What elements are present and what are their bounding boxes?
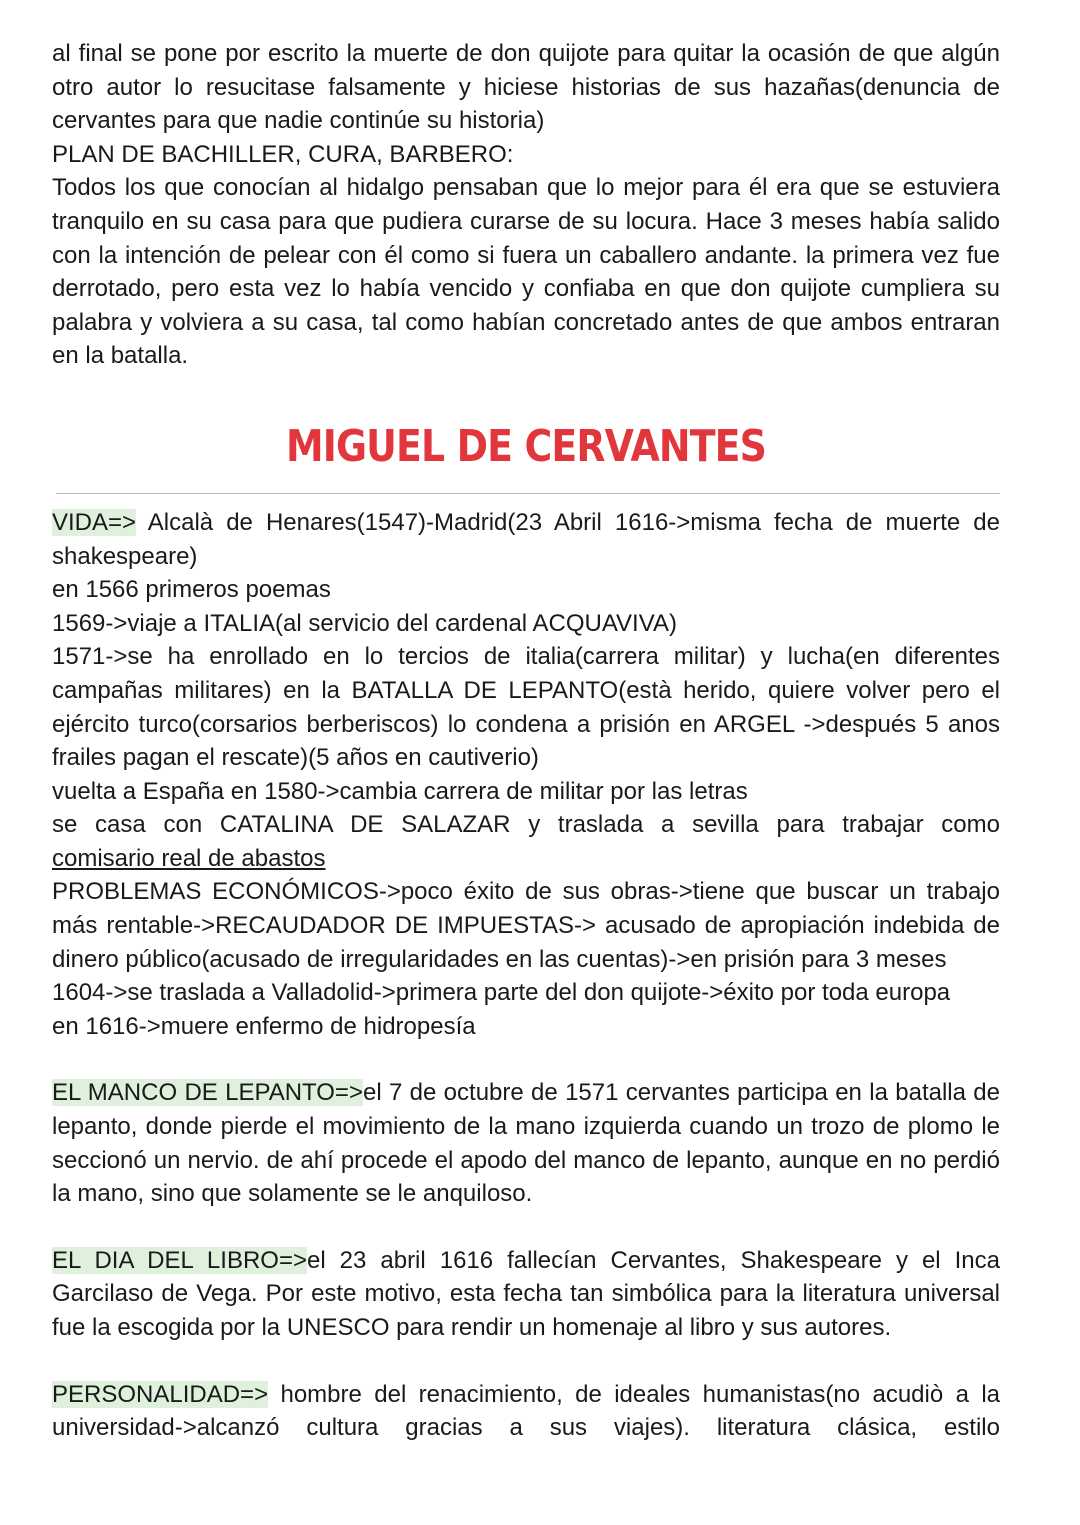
personalidad-label: PERSONALIDAD=> (52, 1380, 269, 1408)
dia-paragraph (52, 1244, 1000, 1345)
comisario-underlined: comisario real de abastos (52, 844, 326, 872)
title-divider (56, 493, 1000, 494)
page-title: MIGUEL DE CERVANTES (285, 420, 767, 472)
vida-label: VIDA=> (52, 508, 137, 536)
plan-heading: PLAN DE BACHILLER, CURA, BARBERO: (52, 140, 514, 168)
vida-line-6b (52, 842, 1000, 876)
vida-line-6: se casa con CATALINA DE SALAZAR y traslada a sevilla para trabajar como (52, 811, 1000, 839)
intro-paragraph: al final se pone por escrito la muerte de don quijote para quitar la ocasión de que algún otro autor lo resucitase falsamente y hiciese historias de sus hazañas(denuncia de cervantes para que nadie continúe su historia) (52, 40, 1000, 135)
manco-text: el 7 de octubre de 1571 cervantes participa en la batalla de lepanto, donde pierde el movimiento de la mano izquierda cuando un trozo de plomo le seccionó un nervio. de ahí procede el apodo del manco de lepanto, aunque en no perdió la mano, sino que solamente se le anquiloso. (52, 1079, 1000, 1208)
document-page (52, 37, 1000, 1445)
manco-label: EL MANCO DE LEPANTO=> (52, 1079, 363, 1107)
personalidad-text: hombre del renacimiento, de ideales humanistas(no acudiò a la universidad->alcanzó cultura gracias a sus viajes). literatura clásica, estilo (52, 1380, 1000, 1442)
vida-line-2: en 1566 primeros poemas (52, 576, 331, 604)
manco-paragraph (52, 1076, 1000, 1210)
vida-line-3: 1569->viaje a ITALIA(al servicio del cardenal ACQUAVIVA) (52, 609, 677, 637)
vida-line-5: vuelta a España en 1580->cambia carrera de militar por las letras (52, 777, 748, 805)
plan-paragraph: Todos los que conocían al hidalgo pensaban que lo mejor para él era que se estuviera tranquilo en su casa para que pudiera curarse de su locura. Hace 3 meses había salido con la intención de pelear con él como si fuera un caballero andante. la primera vez fue derrotado, pero esta vez lo había vencido y confiaba en que don quijote cumpliera su palabra y volviera a su casa, tal como habían concretado antes de que ambos entraran en la batalla. (52, 174, 1000, 370)
vida-line-8: 1604->se traslada a Valladolid->primera parte del don quijote->éxito por toda europa (52, 979, 951, 1007)
dia-label: EL DIA DEL LIBRO=> (52, 1246, 307, 1274)
vida-line-4: 1571->se ha enrollado en lo tercios de italia(carrera militar) y lucha(en diferentes campañas militares) en la BATALLA DE LEPANTO(està herido, quiere volver pero el ejército turco(corsarios berberiscos) lo condena a prisión en ARGEL ->después 5 anos frailes pagan el rescate)(5 años en cautiverio) (52, 643, 1000, 772)
dia-text: el 23 abril 1616 fallecían Cervantes, Shakespeare y el Inca Garcilaso de Vega. Por este motivo, esta fecha tan simbólica para la literatura universal fue la escogida por la UNESCO para rendir un homenaje al libro y sus autores. (52, 1246, 1000, 1341)
personalidad-paragraph (52, 1378, 1000, 1445)
vida-line-7: PROBLEMAS ECONÓMICOS->poco éxito de sus obras->tiene que buscar un trabajo más rentable->RECAUDADOR DE IMPUESTAS-> acusado de apropiación indebida de dinero público(acusado de irregularidades en las cuentas)->en prisión para 3 meses (52, 878, 1000, 973)
vida-line-9: en 1616->muere enfermo de hidropesía (52, 1012, 476, 1040)
vida-text: Alcalà de Henares(1547)-Madrid(23 Abril 1616->misma fecha de muerte de shakespeare) (52, 508, 1000, 570)
vida-line-1 (52, 506, 1000, 573)
